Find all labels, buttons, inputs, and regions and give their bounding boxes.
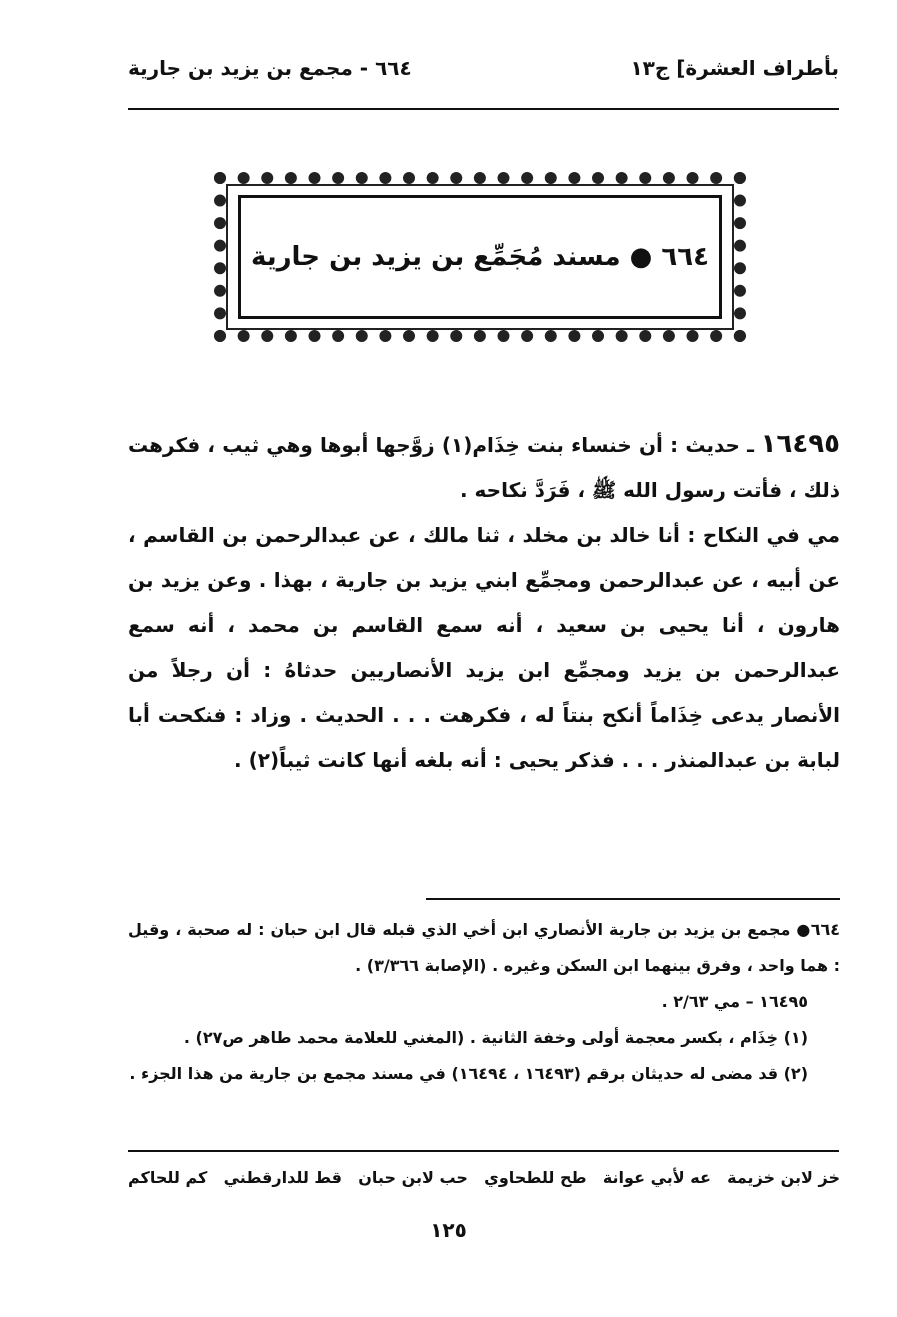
footnote-biography: ٦٦٤● مجمع بن يزيد بن جارية الأنصاري ابن أخي الذي قبله قال ابن حبان : له صحبة ، وقيل : هما واحد ، وفرق بينهما ابن السكن وغيره . (الإصابة ٣/٣٦٦) .: [128, 920, 840, 975]
hadith-isnad-paragraph: مي في النكاح : أنا خالد بن مخلد ، ثنا مالك ، عن عبدالرحمن بن القاسم ، عن أبيه ، عن عبدالرحمن ومجمِّع ابني يزيد بن جارية ، بهذا . وعن يزيد بن هارون ، أنا يحيى بن سعيد ، أنه سمع القاسم بن محمد ، أنه سمع عبدالرحمن بن يزيد ومجمِّع ابن يزيد الأنصاريين حدثاهُ : أن رجلاً من الأنصار يدعى خِذَاماً أنكح بنتاً له ، فكرهت . . . الحديث . وزاد : فنكحت أبا لبابة بن عبدالمنذر . . . فذكر يحيى : أنه بلغه أنها كانت ثيباً(٢) .: [128, 523, 840, 772]
abbreviation-item: كم للحاكم: [128, 1167, 208, 1187]
header-rule: [128, 108, 839, 110]
abbreviations-rule: [128, 1150, 839, 1152]
footnote-2: (٢) قد مضى له حديثان برقم (١٦٤٩٣ ، ١٦٤٩٤) في مسند مجمع بن جارية من هذا الجزء .: [129, 1064, 808, 1083]
abbreviations-key: [128, 1162, 840, 1192]
hadith-body: [128, 422, 840, 783]
hadith-number: ١٦٤٩٥: [760, 429, 840, 459]
abbreviation-item: قط للدارقطني: [223, 1167, 343, 1187]
footnotes: [128, 912, 840, 1092]
section-heading: ٦٦٤ ● مسند مُجَمِّع بن يزيد بن جارية: [251, 242, 709, 272]
hadith-first-paragraph: [128, 422, 840, 513]
footnote-1: (١) خِذَام ، بكسر معجمة أولى وخفة الثانية . (المغني للعلامة محمد طاهر ص٢٧) .: [183, 1028, 808, 1047]
running-header: [128, 56, 839, 96]
header-book-title: بأطراف العشرة] ج١٣: [630, 56, 839, 80]
abbreviation-item: حب لابن حبان: [358, 1167, 468, 1187]
abbreviation-item: عه لأبي عوانة: [602, 1167, 711, 1187]
header-section-title: ٦٦٤ - مجمع بن يزيد بن جارية: [128, 56, 412, 80]
footnote-rule: [426, 898, 840, 900]
section-heading-box: [238, 195, 722, 319]
hadith-text: ـ حديث : أن خنساء بنت خِذَام(١) زوَّجها أبوها وهي ثيب ، فكرهت ذلك ، فأتت رسول الله ﷺ ، فَرَدَّ نكاحه .: [128, 433, 840, 502]
abbreviation-item: طح للطحاوي: [484, 1167, 587, 1187]
footnote-reference: ١٦٤٩٥ – مي ٢/٦٣ .: [661, 992, 808, 1011]
abbreviation-item: خز لابن خزيمة: [727, 1167, 840, 1187]
page-number: ١٢٥: [430, 1218, 467, 1242]
